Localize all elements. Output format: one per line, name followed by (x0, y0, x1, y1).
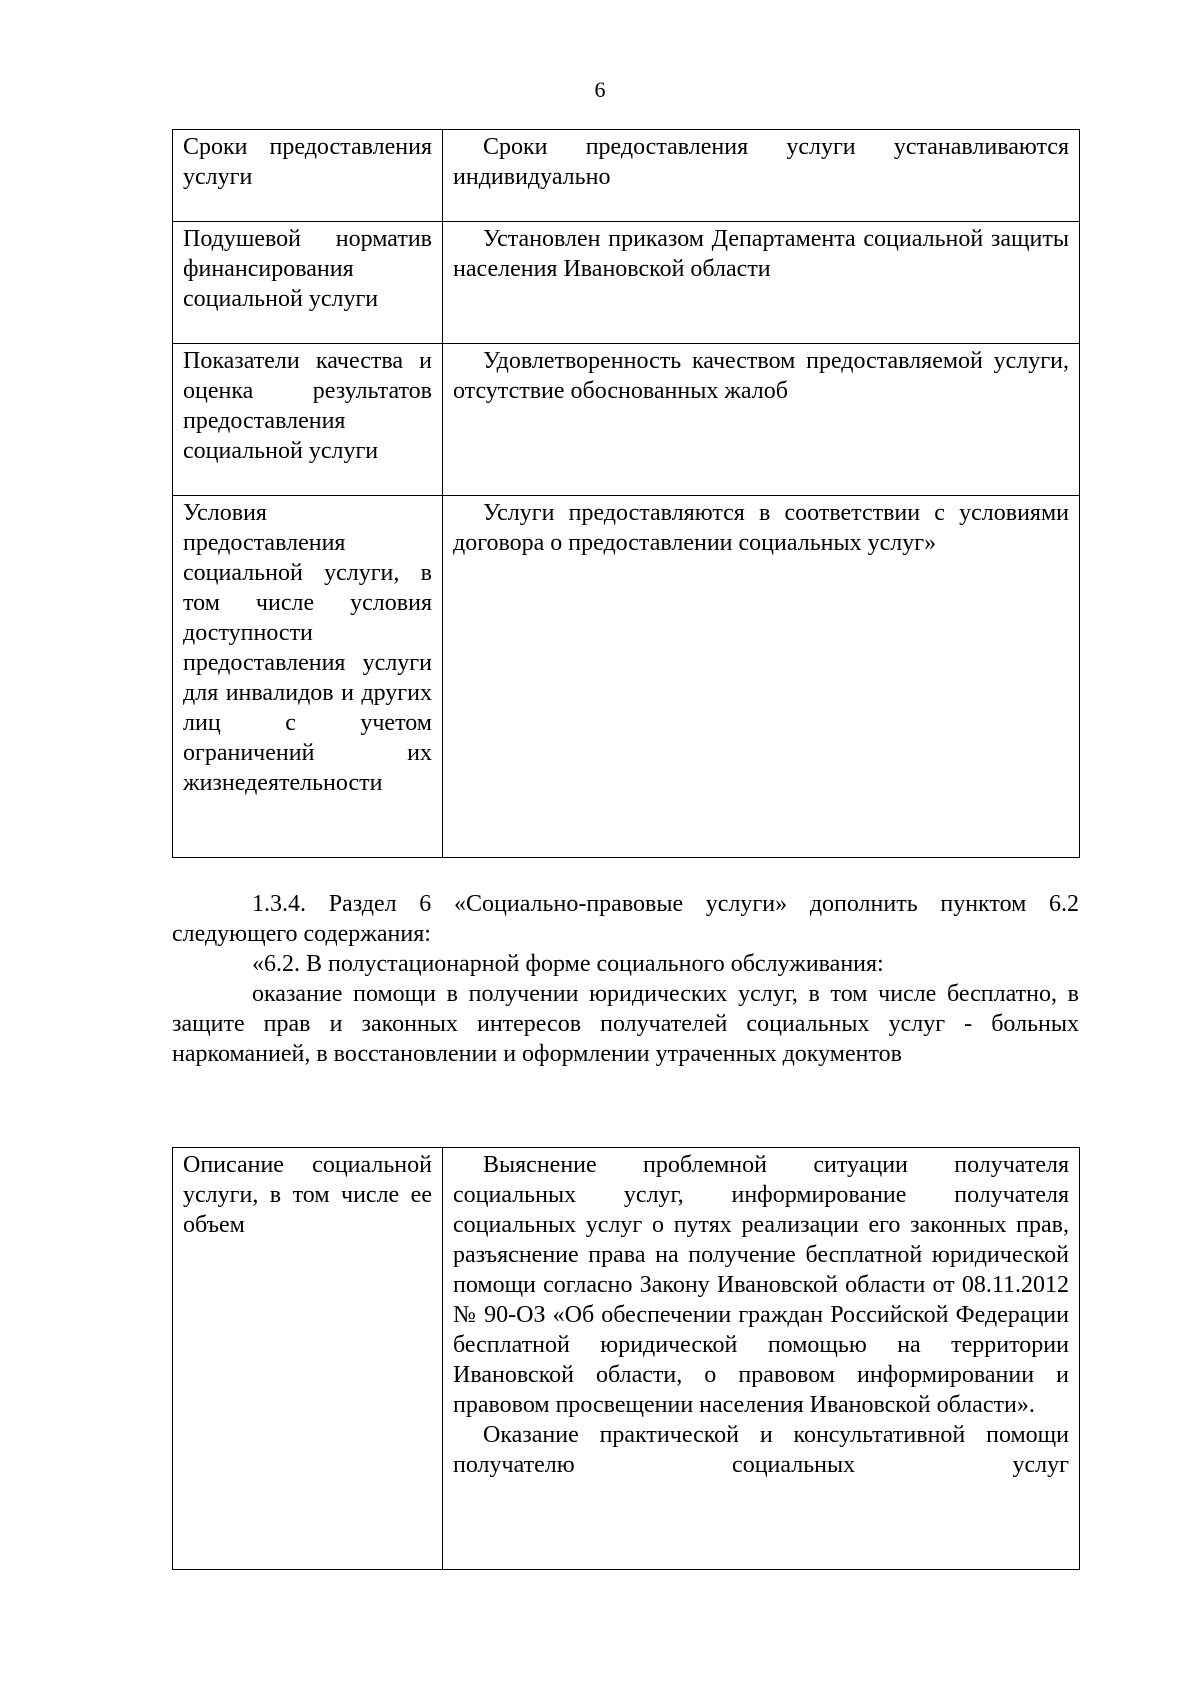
paragraph-6-2-service: оказание помощи в получении юридических услуг, в том числе бесплатно, в защите прав и законных интересов получателей социальных услуг - больных наркоманией, в восстановлении и оформлении утраченных документов (172, 981, 1079, 1067)
row-label: Показатели качества и оценка результатов предоставления социальной услуги (183, 348, 432, 464)
table-label-cell (173, 1148, 443, 1570)
description-paragraph-1: Выяснение проблемной ситуации получателя социальных услуг, информирование получателя социальных услуг о путях реализации его законных прав, разъяснение права на получение бесплатной юридической помощи согласно Закону Ивановской области от 08.11.2012 № 90-ОЗ «Об обеспечении граждан Российской Федерации бесплатной юридической помощью на территории Ивановской области, о правовом информировании и правовом просвещении населения Ивановской области». (453, 1152, 1069, 1418)
table-row (173, 344, 1080, 496)
table-label-cell (173, 130, 443, 222)
table-row (173, 130, 1080, 222)
row-value: Услуги предоставляются в соответствии с условиями договора о предоставлении социальных услуг» (453, 500, 1069, 556)
table-row (173, 222, 1080, 344)
row-label: Условия предоставления социальной услуги, в том числе условия доступности предоставления услуги для инвалидов и других лиц с учетом ограничений их жизнедеятельности (183, 500, 432, 796)
description-paragraph-2: Оказание практической и консультативной помощи получателю социальных услуг (453, 1422, 1069, 1478)
table-row (173, 496, 1080, 858)
table-value-cell (443, 496, 1080, 858)
table-value-cell (443, 130, 1080, 222)
row-label: Описание социальной услуги, в том числе ее объем (183, 1152, 432, 1238)
row-value: Установлен приказом Департамента социальной защиты населения Ивановской области (453, 226, 1069, 282)
table-label-cell (173, 496, 443, 858)
amendment-text (172, 889, 1079, 1069)
paragraph-6-2-heading: «6.2. В полустационарной форме социального обслуживания: (252, 951, 884, 977)
row-label: Сроки предоставления услуги (183, 134, 432, 190)
table-value-cell (443, 222, 1080, 344)
page-number: 6 (594, 77, 606, 102)
table-row (173, 1148, 1080, 1570)
row-value: Сроки предоставления услуги устанавливаются индивидуально (453, 134, 1069, 190)
row-label: Подушевой норматив финансирования социальной услуги (183, 226, 432, 312)
service-parameters-table (172, 129, 1080, 858)
service-description-table (172, 1147, 1080, 1570)
table-value-cell (443, 1148, 1080, 1570)
paragraph-1-3-4: 1.3.4. Раздел 6 «Социально-правовые услуги» дополнить пунктом 6.2 следующего содержания: (172, 891, 1079, 947)
row-value: Удовлетворенность качеством предоставляемой услуги, отсутствие обоснованных жалоб (453, 348, 1069, 404)
table-value-cell (443, 344, 1080, 496)
table-label-cell (173, 222, 443, 344)
table-label-cell (173, 344, 443, 496)
